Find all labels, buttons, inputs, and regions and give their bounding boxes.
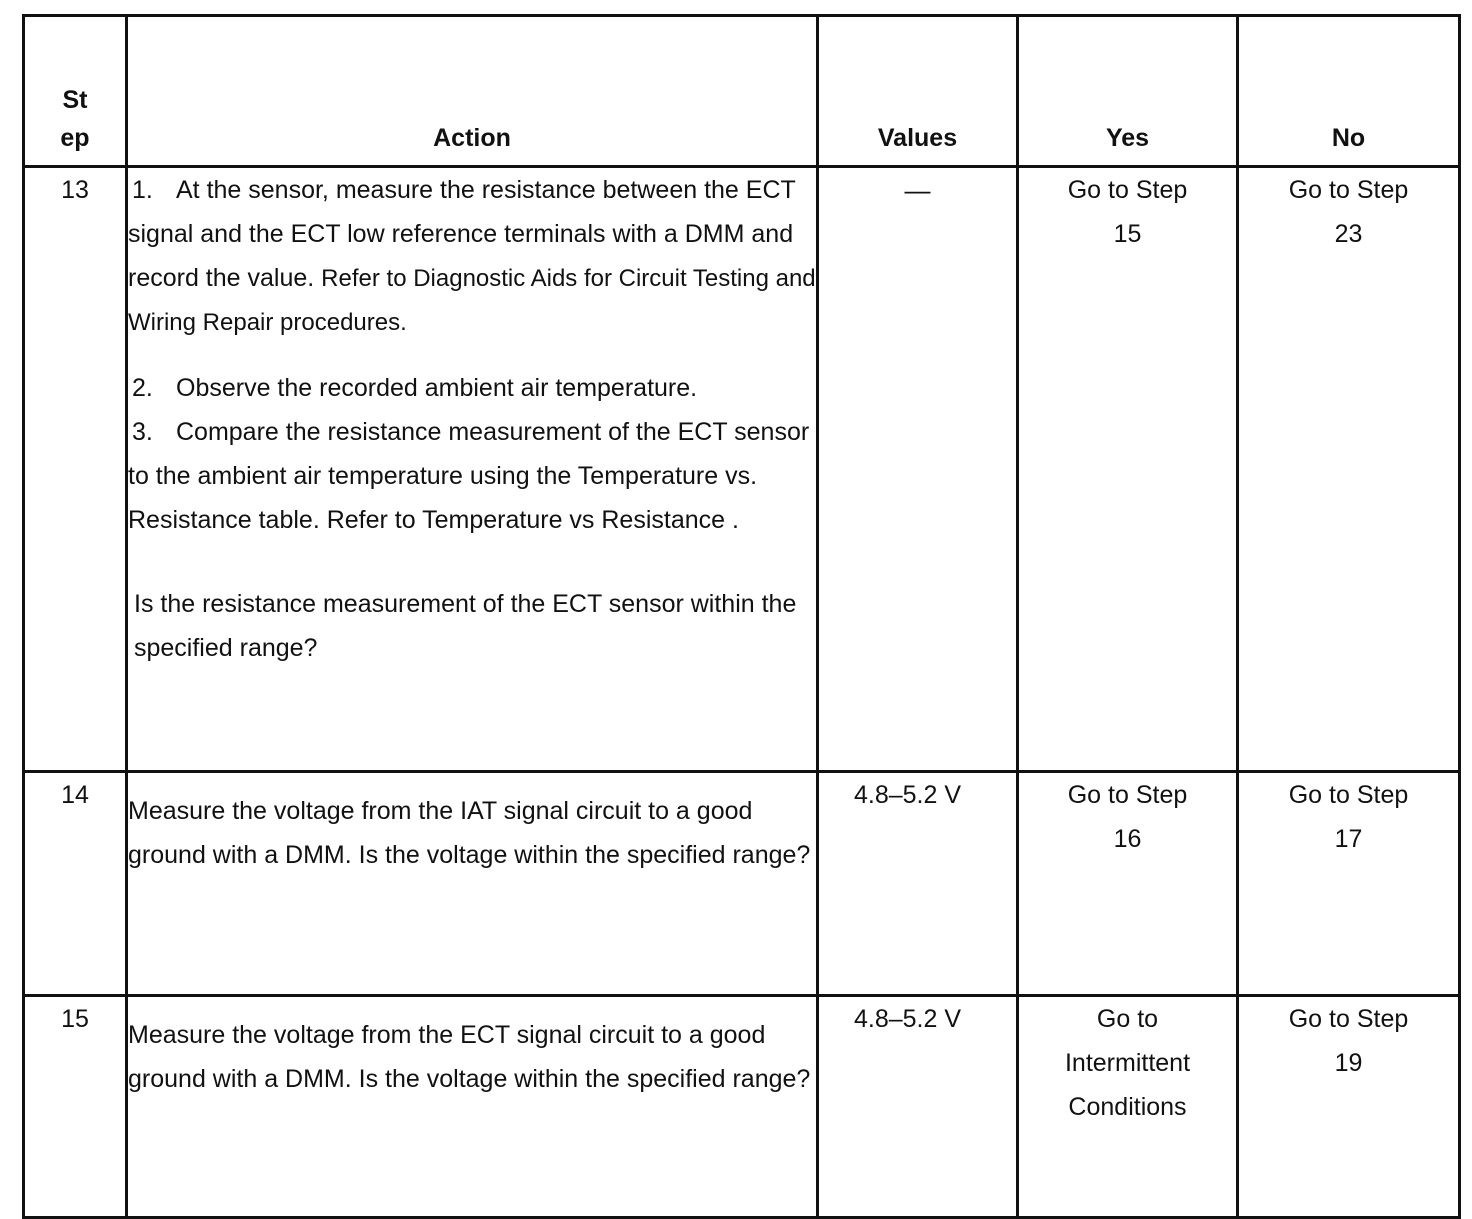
table-row xyxy=(24,996,1460,1218)
no-cell xyxy=(1238,772,1460,996)
item-text: Compare the resistance measurement of the ECT sensor to the ambient air temperature using the Temperature vs. Resistance table. Refer to Temperature vs Resistance . xyxy=(128,418,810,534)
step-number: 13 xyxy=(24,167,127,772)
no-result: Go to Step 23 xyxy=(1288,176,1409,248)
step-number: 14 xyxy=(24,772,127,996)
table-row xyxy=(24,772,1460,996)
values-cell xyxy=(818,167,1018,772)
action-cell xyxy=(127,167,818,772)
values-text: 4.8–5.2 V xyxy=(853,781,962,809)
yes-cell xyxy=(1018,167,1238,772)
action-text: Measure the voltage from the ECT signal circuit to a good ground with a DMM. Is the voltage within the specified range? xyxy=(128,1021,811,1093)
item-text: Observe the recorded ambient air temperature. xyxy=(176,374,698,402)
no-cell xyxy=(1238,996,1460,1218)
yes-cell xyxy=(1018,996,1238,1218)
values-dash: — xyxy=(904,175,931,205)
yes-cell xyxy=(1018,772,1238,996)
action-text: Measure the voltage from the IAT signal circuit to a good ground with a DMM. Is the voltage within the specified range? xyxy=(128,797,811,869)
yes-result: Go to Intermittent Conditions xyxy=(1064,1005,1191,1121)
action-cell xyxy=(127,772,818,996)
no-result: Go to Step 19 xyxy=(1288,1005,1409,1077)
item-number: 3. xyxy=(132,418,153,446)
no-result: Go to Step 17 xyxy=(1288,781,1409,853)
header-action: Action xyxy=(127,16,818,167)
values-cell xyxy=(818,772,1018,996)
step-number: 15 xyxy=(24,996,127,1218)
header-yes: Yes xyxy=(1018,16,1238,167)
diagnostic-table xyxy=(22,14,1461,1219)
item-refer-text: Refer to Diagnostic Aids for Circuit Testing and Wiring Repair procedures. xyxy=(128,265,816,336)
values-text: 4.8–5.2 V xyxy=(853,1005,962,1033)
action-item-2 xyxy=(128,366,816,410)
header-step: St ep xyxy=(24,16,127,167)
item-text: At the sensor, measure the resistance between the ECT signal and the ECT low reference terminals with a DMM and record the value. xyxy=(128,176,796,292)
action-item-3 xyxy=(128,410,816,542)
table-row xyxy=(24,167,1460,772)
action-cell xyxy=(127,996,818,1218)
table-header-row xyxy=(24,16,1460,167)
action-question: Is the resistance measurement of the ECT sensor within the specified range? xyxy=(134,590,797,662)
no-cell xyxy=(1238,167,1460,772)
item-number: 1. xyxy=(132,176,153,204)
header-no: No xyxy=(1238,16,1460,167)
yes-result: Go to Step 15 xyxy=(1067,176,1188,248)
item-number: 2. xyxy=(132,374,153,402)
yes-result: Go to Step 16 xyxy=(1067,781,1188,853)
header-values: Values xyxy=(818,16,1018,167)
values-cell xyxy=(818,996,1018,1218)
action-item-1 xyxy=(128,168,816,344)
